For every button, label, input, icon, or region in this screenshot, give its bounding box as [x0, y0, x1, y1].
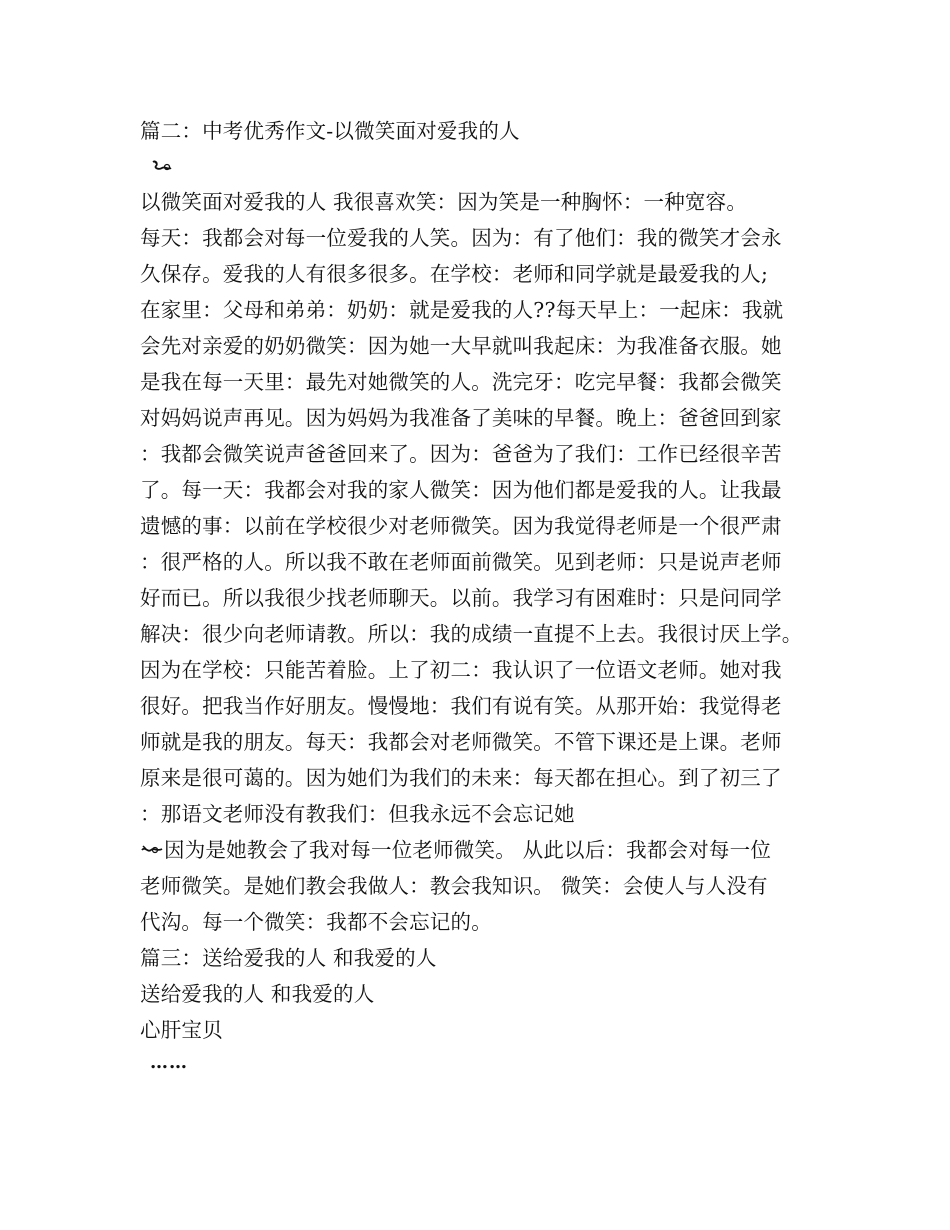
scroll-ornament-icon: [150, 155, 174, 179]
essay-line: 对妈妈说声再见。因为妈妈为我准备了美味的早餐。晚上：爸爸回到家: [140, 406, 782, 430]
essay-line: 在家里：父母和弟弟：奶奶：就是爱我的人??每天早上：一起床：我就: [140, 298, 784, 322]
section-heading-2: 篇二：中考优秀作文-以微笑面对爱我的人: [140, 119, 520, 143]
essay-line: 是我在每一天里：最先对她微笑的人。洗完牙：吃完早餐：我都会微笑: [140, 370, 782, 394]
essay-line-text: 因为是她教会了我对每一位老师微笑。 从此以后：我都会对每一位: [164, 838, 772, 862]
section-heading-3: 篇三：送给爱我的人 和我爱的人: [140, 946, 437, 970]
essay-line: 以微笑面对爱我的人 我很喜欢笑：因为笑是一种胸怀：一种宽容。: [140, 190, 748, 214]
essay-line: 会先对亲爱的奶奶微笑：因为她一大早就叫我起床：为我准备衣服。她: [140, 334, 782, 358]
essay-line: 解决：很少向老师请教。所以：我的成绩一直提不上去。我很讨厌上学。: [140, 622, 803, 646]
essay-line: 遗憾的事：以前在学校很少对老师微笑。因为我觉得老师是一个很严肃: [140, 514, 782, 538]
essay-line: ：很严格的人。所以我不敢在老师面前微笑。见到老师：只是说声老师: [140, 550, 782, 574]
essay-line-with-ornament: [140, 838, 771, 862]
essay-line: ：那语文老师没有教我们：但我永远不会忘记她: [140, 802, 575, 826]
essay-3-line: 心肝宝贝: [140, 1018, 223, 1042]
essay-line: 原来是很可蔼的。因为她们为我们的未来：每天都在担心。到了初三了: [140, 766, 782, 790]
ellipsis-text: ……: [150, 1052, 188, 1073]
essay-line: 每天：我都会对每一位爱我的人笑。因为：有了他们：我的微笑才会永: [140, 226, 782, 250]
essay-line: 代沟。每一个微笑：我都不会忘记的。: [140, 910, 492, 934]
essay-line: 好而已。所以我很少找老师聊天。以前。我学习有困难时：只是问同学: [140, 586, 782, 610]
essay-line: 师就是我的朋友。每天：我都会对老师微笑。不管下课还是上课。老师: [140, 730, 782, 754]
essay-line: 久保存。爱我的人有很多很多。在学校：老师和同学就是最爱我的人;: [140, 262, 769, 286]
essay-line: ：我都会微笑说声爸爸回来了。因为：爸爸为了我们：工作已经很辛苦: [140, 442, 782, 466]
essay-line: 很好。把我当作好朋友。慢慢地：我们有说有笑。从那开始：我觉得老: [140, 694, 782, 718]
essay-line: 因为在学校：只能苦着脸。上了初二：我认识了一位语文老师。她对我: [140, 658, 782, 682]
scroll-ornament-icon: [140, 841, 164, 859]
essay-line: 老师微笑。是她们教会我做人：教会我知识。 微笑：会使人与人没有: [140, 874, 768, 898]
essay-line: 了。每一天：我都会对我的家人微笑：因为他们都是爱我的人。让我最: [140, 478, 782, 502]
essay-3-title: 送给爱我的人 和我爱的人: [140, 982, 375, 1006]
